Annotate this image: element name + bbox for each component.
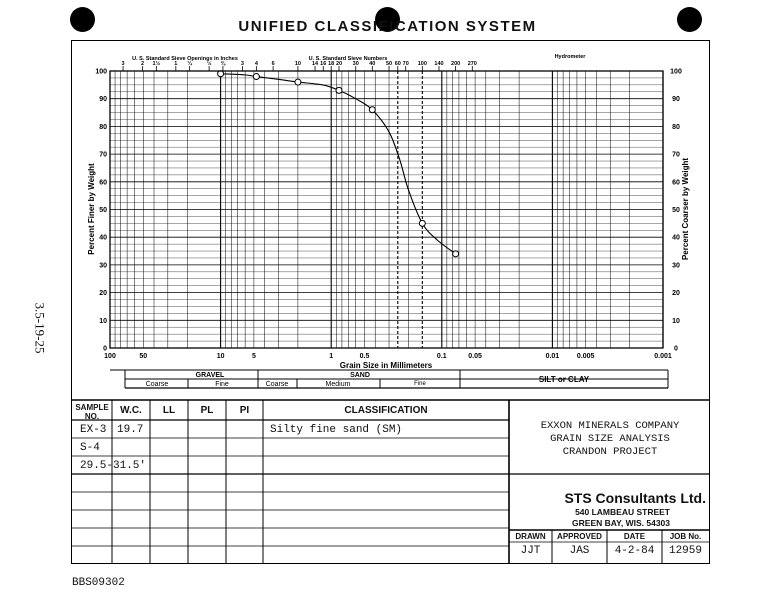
y-tick-label-left: 20 <box>99 290 107 298</box>
top-axis-sieve-label: 18 <box>328 61 335 67</box>
top-axis-inch-label: 1½ <box>152 61 161 67</box>
x-tick-label: 0.1 <box>436 353 447 360</box>
y-tick-label-right: 50 <box>672 207 680 214</box>
top-axis-sieve-label: 16 <box>320 61 327 67</box>
y-tick-label-right: 100 <box>670 68 682 76</box>
x-tick-label: 50 <box>139 353 148 360</box>
y-tick-label-left: 0 <box>103 345 107 353</box>
top-axis-sieve-label: 4 <box>254 61 258 67</box>
x-tick-label: 0.001 <box>654 353 672 360</box>
gravel-label: GRAVEL <box>195 372 225 379</box>
header-pl: PL <box>200 405 214 416</box>
project-analysis: GRAIN SIZE ANALYSIS <box>550 433 670 445</box>
footer-document-code: BBS09302 <box>72 577 125 589</box>
x-tick-label: 0.5 <box>359 353 370 360</box>
sand-coarse-label: Coarse <box>265 381 289 388</box>
side-document-code: 3.5-19-25 <box>32 302 48 354</box>
data-point <box>453 251 459 257</box>
y-tick-label-right: 80 <box>672 123 680 131</box>
x-axis-label: Grain Size in Millimeters <box>339 361 433 370</box>
drawn-label: DRAWN <box>515 532 546 541</box>
sample-id: EX-3 <box>80 424 107 436</box>
date-value: 4-2-84 <box>614 545 655 557</box>
y-tick-label-left: 30 <box>99 262 107 270</box>
consultant-street: 540 LAMBEAU STREET <box>575 507 670 517</box>
top-axis-sieve-label: 60 <box>394 61 401 67</box>
y-tick-label-right: 30 <box>672 262 680 270</box>
top-axis-inch-label: ⅜ <box>220 61 226 67</box>
top-axis-inch-label: 1 <box>174 61 178 67</box>
header-pi: PI <box>239 405 250 416</box>
top-axis-sieve-label: 30 <box>352 61 359 67</box>
top-axis-sieve-label: 200 <box>451 61 461 67</box>
sand-fine-label: Fine <box>414 381 426 387</box>
top-axis-sieve-label: 40 <box>369 61 376 67</box>
water-content-value: 19.7 <box>117 424 144 436</box>
y-tick-label-right: 70 <box>672 151 680 159</box>
data-point <box>369 107 375 113</box>
y-axis-label-right: Percent Coarser by Weight <box>681 157 690 261</box>
y-tick-label-left: 100 <box>95 68 107 76</box>
project-company: EXXON MINERALS COMPANY <box>540 420 680 432</box>
gradation-curve <box>221 74 456 254</box>
classification-value: Silty fine sand (SM) <box>270 424 403 436</box>
top-axis-inch-label: ½ <box>206 61 212 67</box>
top-axis-inches-label: U. S. Standard Sieve Openings in Inches <box>132 56 238 62</box>
top-axis-sieve-label: 3 <box>240 61 244 67</box>
hydrometer-label: Hydrometer <box>554 54 586 60</box>
y-tick-label-left: 90 <box>99 96 107 104</box>
consultant-name: STS Consultants Ltd. <box>564 490 706 506</box>
top-axis-inch-label: ¾ <box>187 61 192 67</box>
top-axis-inch-label: 2 <box>141 61 145 67</box>
approved-value: JAS <box>569 545 590 557</box>
header-sample-no: SAMPLE NO. <box>75 403 109 421</box>
top-axis-sieve-label: 50 <box>385 61 393 67</box>
y-tick-label-left: 80 <box>99 123 107 131</box>
y-tick-label-right: 20 <box>672 290 680 298</box>
job-value: 12959 <box>668 545 702 557</box>
y-tick-label-right: 40 <box>672 234 680 242</box>
x-tick-label: 0.05 <box>468 353 482 360</box>
data-point <box>295 79 301 85</box>
sample-depth: 29.5-31.5' <box>80 460 147 472</box>
y-tick-label-right: 0 <box>674 345 678 353</box>
top-axis-inch-label: 3 <box>121 61 125 67</box>
x-tick-label: 10 <box>216 353 225 360</box>
header-classification: CLASSIFICATION <box>344 405 428 416</box>
y-tick-label-right: 60 <box>672 179 680 187</box>
x-tick-label: 1 <box>329 353 334 360</box>
top-axis-sieve-label: 14 <box>311 61 319 67</box>
y-tick-label-left: 10 <box>99 317 107 325</box>
x-tick-label: 0.005 <box>576 353 595 360</box>
chart-grid <box>110 71 663 348</box>
top-axis-sieve-label: 140 <box>434 61 444 67</box>
header-wc: W.C. <box>120 405 142 416</box>
sand-label: SAND <box>350 372 370 379</box>
gravel-fine-label: Fine <box>215 381 229 388</box>
data-point <box>419 220 425 226</box>
page-title: UNIFIED CLASSIFICATION SYSTEM <box>238 18 537 35</box>
x-tick-label: 0.01 <box>545 353 560 360</box>
y-tick-label-left: 40 <box>99 234 107 242</box>
top-axis-sieve-label: 20 <box>335 61 343 67</box>
top-axis-sieve-label: U. S. Standard Sieve Numbers <box>308 56 388 62</box>
y-tick-label-left: 70 <box>99 151 107 159</box>
x-tick-label: 5 <box>251 353 256 360</box>
chart-ticks <box>95 69 682 361</box>
y-tick-label-left: 50 <box>99 207 107 214</box>
data-point <box>218 71 224 77</box>
top-axis-sieve-label: 70 <box>402 61 409 67</box>
data-point <box>336 87 342 93</box>
silt-clay-label: SILT or CLAY <box>538 375 590 384</box>
y-axis-label-left: Percent Finer by Weight <box>87 163 96 255</box>
drawn-value: JJT <box>520 545 541 557</box>
top-axis-sieve-label: 270 <box>467 61 477 67</box>
sample-number: S-4 <box>80 442 100 454</box>
y-tick-label-right: 10 <box>672 317 680 325</box>
x-tick-label: 100 <box>104 353 116 360</box>
date-label: DATE <box>623 532 646 541</box>
header-ll: LL <box>162 405 176 416</box>
job-label: JOB No. <box>669 532 702 541</box>
top-axis-sieve-label: 100 <box>417 61 427 67</box>
top-axis-sieve-label: 10 <box>294 61 301 67</box>
sand-medium-label: Medium <box>325 381 351 388</box>
top-axis-sieve-label: 6 <box>271 61 275 67</box>
gravel-coarse-label: Coarse <box>145 381 169 388</box>
consultant-city: GREEN BAY, WIS. 54303 <box>572 518 670 528</box>
y-tick-label-left: 60 <box>99 179 107 187</box>
project-name: CRANDON PROJECT <box>562 446 658 458</box>
approved-label: APPROVED <box>557 532 602 541</box>
y-tick-label-right: 90 <box>672 96 680 104</box>
data-point <box>253 74 259 80</box>
